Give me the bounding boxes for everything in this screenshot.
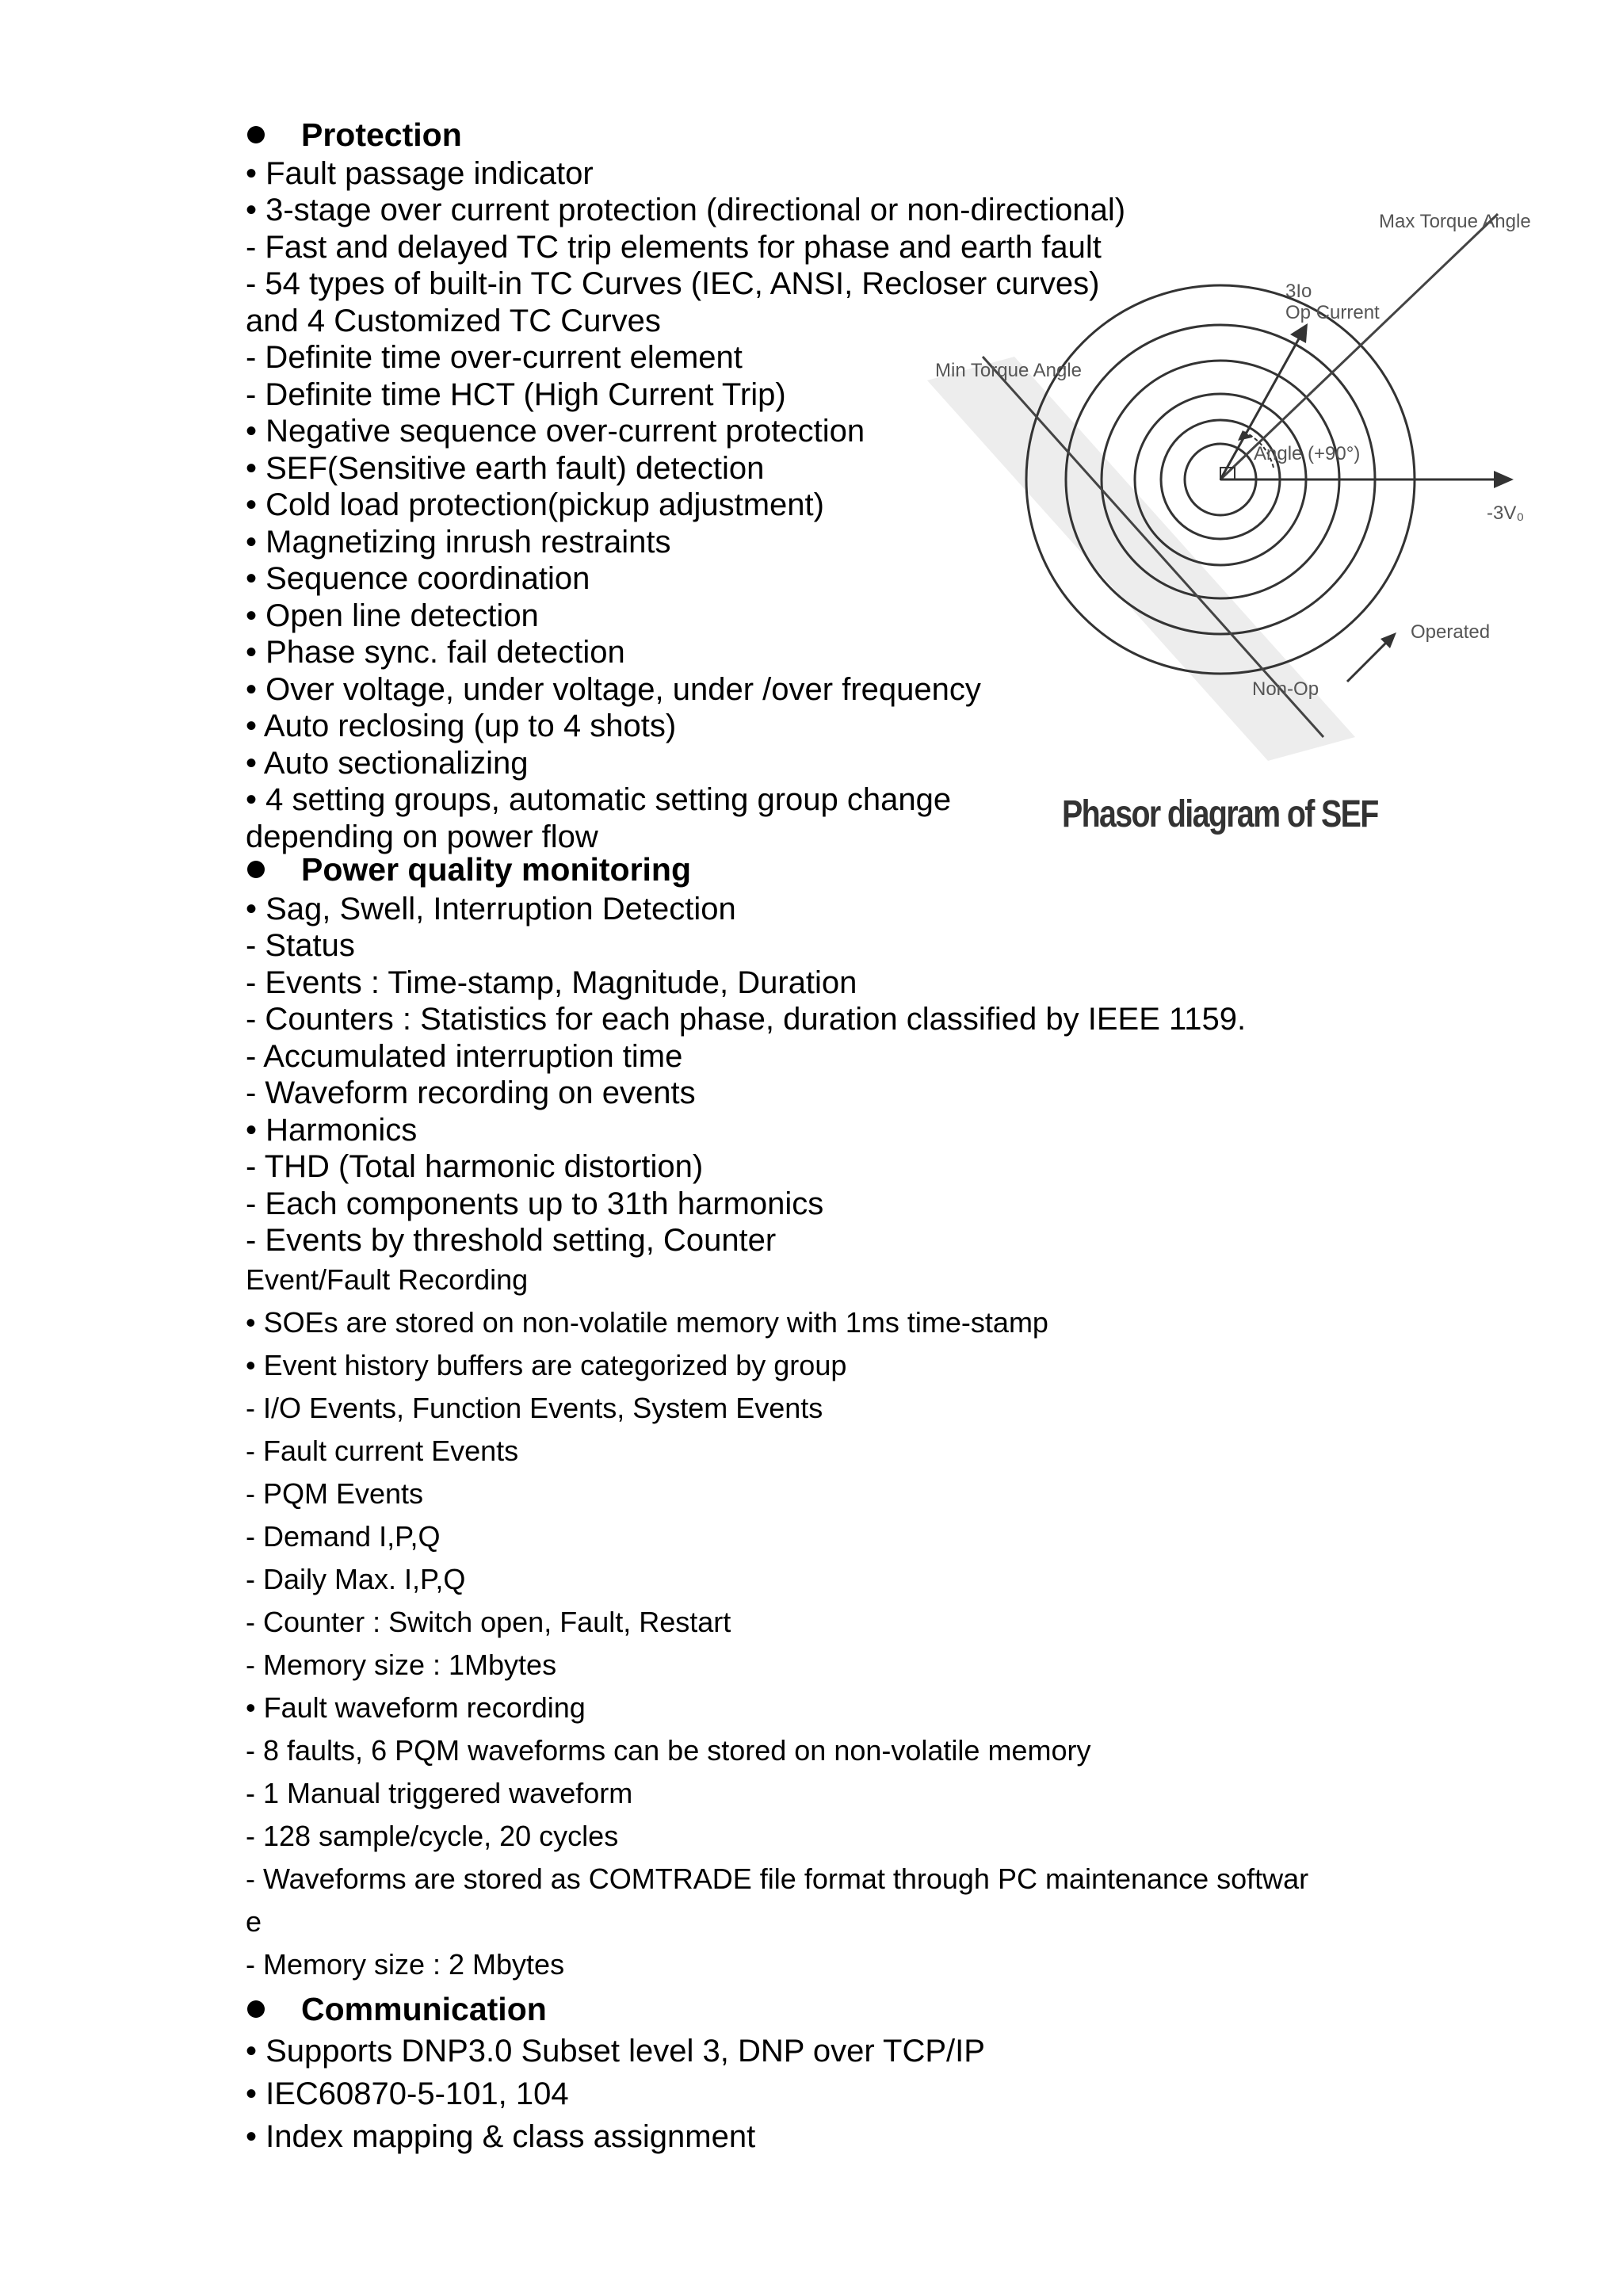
- text-line: • Harmonics: [246, 1113, 418, 1148]
- text-line: • Sag, Swell, Interruption Detection: [246, 892, 736, 926]
- max-torque-line: [1220, 214, 1498, 479]
- text-line: - Definite time HCT (High Current Trip): [246, 377, 786, 412]
- text-line: - Events by threshold setting, Counter: [246, 1223, 777, 1258]
- label-op-current-2: Op Current: [1285, 302, 1380, 323]
- text-line: - Waveform recording on events: [246, 1075, 696, 1110]
- text-line: • 4 setting groups, automatic setting group change: [246, 782, 952, 817]
- text-line: • 3-stage over current protection (directional or non-directional): [246, 193, 1126, 227]
- text-line: - Demand I,P,Q: [246, 1520, 441, 1553]
- label-operated: Operated: [1411, 621, 1491, 643]
- text-line: - Memory size : 2 Mbytes: [246, 1948, 565, 1981]
- label-non-op: Non-Op: [1252, 678, 1319, 700]
- section-bullet-communication: [247, 2000, 265, 2018]
- text-line: • Phase sync. fail detection: [246, 635, 625, 670]
- text-line: - Fast and delayed TC trip elements for phase and earth fault: [246, 230, 1102, 265]
- text-line: - Daily Max. I,P,Q: [246, 1563, 466, 1595]
- text-line: • Magnetizing inrush restraints: [246, 525, 671, 560]
- text-line: • Index mapping & class assignment: [246, 2119, 756, 2154]
- label-max-torque: Max Torque Angle: [1379, 211, 1531, 232]
- text-line: and 4 Customized TC Curves: [246, 304, 661, 338]
- text-line: - Memory size : 1Mbytes: [246, 1648, 557, 1681]
- text-line: • Supports DNP3.0 Subset level 3, DNP over TCP/IP: [246, 2034, 985, 2069]
- text-line: - I/O Events, Function Events, System Events: [246, 1392, 823, 1424]
- text-line: • Sequence coordination: [246, 561, 590, 596]
- text-line: - THD (Total harmonic distortion): [246, 1149, 704, 1184]
- text-line: - Fault current Events: [246, 1435, 519, 1467]
- text-line: - 8 faults, 6 PQM waveforms can be stored on non-volatile memory: [246, 1734, 1091, 1767]
- text-line: • Auto reclosing (up to 4 shots): [246, 709, 677, 743]
- text-line: - Definite time over-current element: [246, 340, 743, 375]
- section-bullet-power-quality: [247, 861, 265, 878]
- text-line: • Fault passage indicator: [246, 156, 594, 191]
- text-line: - PQM Events: [246, 1477, 424, 1510]
- text-line: - 1 Manual triggered waveform: [246, 1777, 633, 1809]
- text-line: - Status: [246, 928, 355, 963]
- label-op-current-1: 3Io: [1285, 281, 1312, 302]
- text-line: • Open line detection: [246, 598, 539, 633]
- text-line: • IEC60870-5-101, 104: [246, 2076, 569, 2111]
- text-line: - Counter : Switch open, Fault, Restart: [246, 1606, 731, 1638]
- heading-communication: Communication: [301, 1991, 547, 2027]
- text-line: - Accumulated interruption time: [246, 1039, 683, 1074]
- text-line: Event/Fault Recording: [246, 1263, 529, 1296]
- heading-protection: Protection: [301, 117, 462, 153]
- heading-power-quality: Power quality monitoring: [301, 851, 692, 888]
- section-bullet-protection: [247, 126, 265, 143]
- text-line: - 54 types of built-in TC Curves (IEC, ANSI, Recloser curves): [246, 266, 1100, 301]
- text-line: • SOEs are stored on non-volatile memory with 1ms time-stamp: [246, 1306, 1048, 1339]
- operated-arrow-shaft: [1347, 642, 1387, 682]
- text-line: depending on power flow: [246, 819, 598, 854]
- label-voltage: -3V₀: [1487, 502, 1525, 524]
- text-line: - Each components up to 31th harmonics: [246, 1186, 824, 1221]
- text-line: e: [246, 1905, 262, 1938]
- text-line: • Event history buffers are categorized by group: [246, 1349, 847, 1381]
- text-line: - Waveforms are stored as COMTRADE file format through PC maintenance softwar: [246, 1862, 1309, 1895]
- label-angle: Angle (+90°): [1254, 443, 1361, 464]
- text-line: • Auto sectionalizing: [246, 746, 529, 781]
- label-min-torque: Min Torque Angle: [935, 360, 1083, 381]
- text-line: • Negative sequence over-current protection: [246, 414, 865, 449]
- text-line: - 128 sample/cycle, 20 cycles: [246, 1820, 619, 1852]
- voltage-arrowhead: [1494, 471, 1514, 488]
- text-line: • Cold load protection(pickup adjustment): [246, 487, 824, 522]
- text-line: • Over voltage, under voltage, under /over frequency: [246, 672, 981, 707]
- text-line: • SEF(Sensitive earth fault) detection: [246, 451, 765, 486]
- text-line: - Counters : Statistics for each phase, duration classified by IEEE 1159.: [246, 1002, 1247, 1037]
- phasor-diagram: [911, 198, 1553, 848]
- text-line: - Events : Time-stamp, Magnitude, Duration: [246, 965, 857, 1000]
- text-line: • Fault waveform recording: [246, 1691, 586, 1724]
- diagram-caption: Phasor diagram of SEF: [1062, 793, 1378, 835]
